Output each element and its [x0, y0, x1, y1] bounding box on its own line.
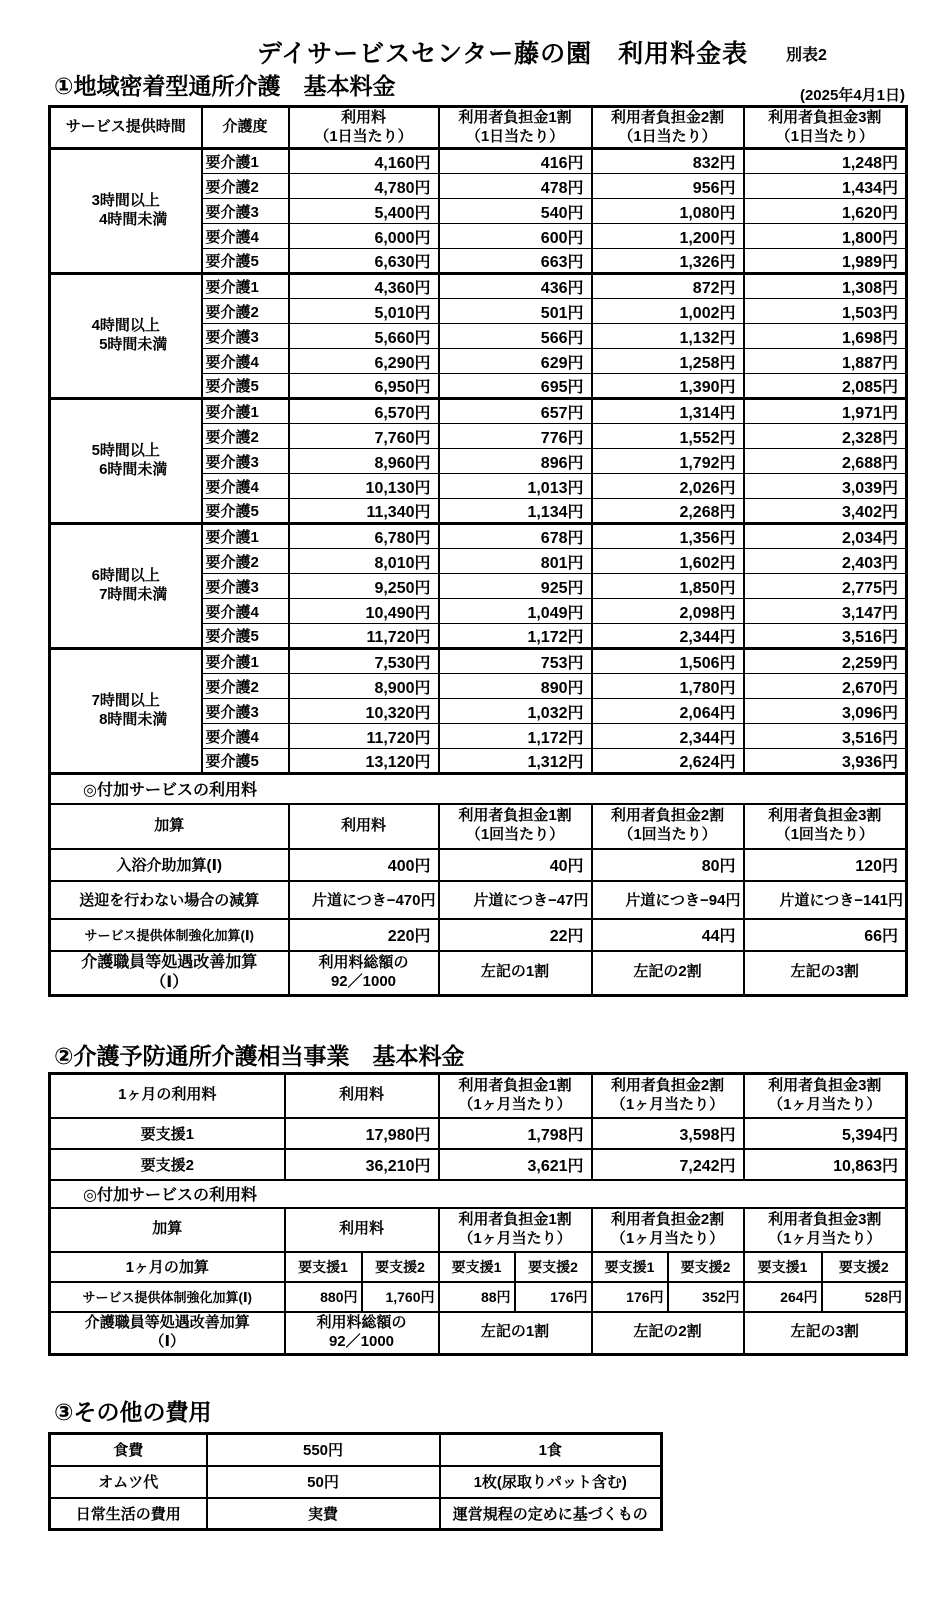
- burden1-cell: 629円: [439, 349, 592, 374]
- addon-burden3-cell: 片道につき−141円: [744, 881, 907, 919]
- care-level-cell: 要介護5: [202, 249, 289, 274]
- burden2-cell: 832円: [592, 149, 744, 174]
- time-slot-cell: 3時間以上 4時間未満: [50, 149, 202, 274]
- fee-cell: 6,950円: [289, 374, 439, 399]
- time-slot-cell: 5時間以上 6時間未満: [50, 399, 202, 524]
- burden2-cell: 1,002円: [592, 299, 744, 324]
- support-sub-header-cell: 要支援1: [439, 1252, 515, 1282]
- fee-cell: 4,360円: [289, 274, 439, 299]
- section2-heading: ②介護予防通所介護相当事業 基本料金: [54, 1043, 465, 1069]
- support-sub-header-cell: 要支援1: [744, 1252, 822, 1282]
- addon-col-header-kasan: 加算: [50, 1208, 285, 1252]
- other-unit-cell: 1枚(尿取りパット含む): [440, 1466, 662, 1498]
- addon-row: [50, 919, 907, 951]
- burden2-cell: 956円: [592, 174, 744, 199]
- section1-table: [48, 105, 908, 997]
- burden2-cell: 2,268円: [592, 499, 744, 524]
- addon-section-label: ◎付加サービスの利用料: [50, 774, 907, 804]
- care-level-cell: 要介護1: [202, 274, 289, 299]
- addon-fee-cell: 片道につき−470円: [289, 881, 439, 919]
- effective-date: (2025年4月1日): [799, 87, 905, 104]
- addon-burden1-cell: 片道につき−47円: [439, 881, 592, 919]
- burden3-cell: 1,800円: [744, 224, 907, 249]
- care-level-cell: 要介護3: [202, 199, 289, 224]
- monthly-burden3-cell: 10,863円: [744, 1149, 907, 1180]
- burden2-cell: 2,064円: [592, 699, 744, 724]
- burden2-cell: 1,850円: [592, 574, 744, 599]
- fee-cell: 6,570円: [289, 399, 439, 424]
- fee-cell: 11,340円: [289, 499, 439, 524]
- addon-burden1-cell: 22円: [439, 919, 592, 951]
- burden1-cell: 925円: [439, 574, 592, 599]
- fee-cell: 5,660円: [289, 324, 439, 349]
- burden1-cell: 540円: [439, 199, 592, 224]
- burden2-cell: 1,356円: [592, 524, 744, 549]
- strengthen-value-cell: 176円: [515, 1282, 592, 1312]
- other-cost-row: [50, 1466, 662, 1498]
- addon-section-label: ◎付加サービスの利用料: [50, 1180, 907, 1208]
- burden3-cell: 1,308円: [744, 274, 907, 299]
- burden3-cell: 1,620円: [744, 199, 907, 224]
- burden1-cell: 753円: [439, 649, 592, 674]
- section3-table-container: [48, 1432, 663, 1531]
- burden2-cell: 1,390円: [592, 374, 744, 399]
- fee-cell: 9,250円: [289, 574, 439, 599]
- section3-heading: ③その他の費用: [54, 1399, 212, 1425]
- care-level-cell: 要介護3: [202, 449, 289, 474]
- other-unit-cell: 1食: [440, 1434, 662, 1466]
- burden3-cell: 3,096円: [744, 699, 907, 724]
- addon-row: [50, 849, 907, 881]
- monthly-burden3-cell: 5,394円: [744, 1118, 907, 1149]
- addon-col-header-burden1: 利用者負担金1割 （1回当たり）: [439, 804, 592, 849]
- burden2-cell: 1,326円: [592, 249, 744, 274]
- header-row: [50, 107, 907, 149]
- col-header-care-level: 介護度: [202, 107, 289, 149]
- col-header-fee: 利用料: [285, 1074, 439, 1118]
- care-level-cell: 要介護2: [202, 424, 289, 449]
- burden1-cell: 1,049円: [439, 599, 592, 624]
- fee-row: [50, 274, 907, 299]
- fee-cell: 13,120円: [289, 749, 439, 774]
- addon-fee-cell: 利用料総額の 92／1000: [289, 951, 439, 996]
- fee-cell: 7,760円: [289, 424, 439, 449]
- care-level-cell: 要介護4: [202, 349, 289, 374]
- col-header-fee: 利用料 （1日当たり）: [289, 107, 439, 149]
- strengthen-value-cell: 88円: [439, 1282, 515, 1312]
- addon-section-row: [50, 1180, 907, 1208]
- burden1-cell: 600円: [439, 224, 592, 249]
- col-header-burden2: 利用者負担金2割 （1ヶ月当たり）: [592, 1074, 744, 1118]
- header-row: [50, 1074, 907, 1118]
- burden3-cell: 1,698円: [744, 324, 907, 349]
- addon-label-cell: サービス提供体制強化加算(Ⅰ): [50, 919, 289, 951]
- burden1-cell: 1,134円: [439, 499, 592, 524]
- burden1-cell: 801円: [439, 549, 592, 574]
- page-title: デイサービスセンター藤の園 利用料金表: [256, 40, 749, 68]
- care-level-cell: 要介護4: [202, 724, 289, 749]
- care-level-cell: 要介護3: [202, 574, 289, 599]
- improve-fee-cell: 利用料総額の 92／1000: [285, 1312, 439, 1355]
- burden2-cell: 2,026円: [592, 474, 744, 499]
- burden3-cell: 2,034円: [744, 524, 907, 549]
- col-header-burden2: 利用者負担金2割 （1日当たり）: [592, 107, 744, 149]
- addon-col-header-burden1: 利用者負担金1割 （1ヶ月当たり）: [439, 1208, 592, 1252]
- addon-burden2-cell: 80円: [592, 849, 744, 881]
- fee-cell: 6,630円: [289, 249, 439, 274]
- care-level-cell: 要介護4: [202, 599, 289, 624]
- addon-label-cell: 介護職員等処遇改善加算 （Ⅰ）: [50, 951, 289, 996]
- fee-cell: 8,010円: [289, 549, 439, 574]
- addon-col-header-burden2: 利用者負担金2割 （1回当たり）: [592, 804, 744, 849]
- improve-label-cell: 介護職員等処遇改善加算 （Ⅰ）: [50, 1312, 285, 1355]
- col-header-time: サービス提供時間: [50, 107, 202, 149]
- monthly-fee-cell: 17,980円: [285, 1118, 439, 1149]
- improve-row: [50, 1312, 907, 1355]
- other-unit-cell: 運営規程の定めに基づくもの: [440, 1498, 662, 1530]
- burden3-cell: 1,434円: [744, 174, 907, 199]
- addon-burden3-cell: 66円: [744, 919, 907, 951]
- care-level-cell: 要介護5: [202, 624, 289, 649]
- burden2-cell: 2,344円: [592, 624, 744, 649]
- addon-burden1-cell: 左記の1割: [439, 951, 592, 996]
- care-level-cell: 要介護1: [202, 399, 289, 424]
- burden2-cell: 1,552円: [592, 424, 744, 449]
- burden3-cell: 3,516円: [744, 624, 907, 649]
- addon-col-header-burden3: 利用者負担金3割 （1回当たり）: [744, 804, 907, 849]
- burden1-cell: 501円: [439, 299, 592, 324]
- col-header-burden3: 利用者負担金3割 （1日当たり）: [744, 107, 907, 149]
- section3-table: [48, 1432, 663, 1531]
- strengthen-value-cell: 176円: [592, 1282, 668, 1312]
- addon-burden3-cell: 120円: [744, 849, 907, 881]
- addon-label-cell: 送迎を行わない場合の減算: [50, 881, 289, 919]
- burden2-cell: 1,506円: [592, 649, 744, 674]
- addon-col-header-burden2: 利用者負担金2割 （1ヶ月当たり）: [592, 1208, 744, 1252]
- care-level-cell: 要介護4: [202, 224, 289, 249]
- addon-burden1-cell: 40円: [439, 849, 592, 881]
- care-level-cell: 要介護1: [202, 149, 289, 174]
- support-sub-header-cell: 要支援2: [668, 1252, 744, 1282]
- care-level-cell: 要介護3: [202, 699, 289, 724]
- time-slot-cell: 6時間以上 7時間未満: [50, 524, 202, 649]
- addon-row: [50, 951, 907, 996]
- burden2-cell: 1,258円: [592, 349, 744, 374]
- support-row: [50, 1149, 907, 1180]
- other-price-cell: 550円: [207, 1434, 440, 1466]
- care-level-cell: 要介護1: [202, 524, 289, 549]
- fee-cell: 10,130円: [289, 474, 439, 499]
- monthly-burden2-cell: 3,598円: [592, 1118, 744, 1149]
- monthly-fee-cell: 36,210円: [285, 1149, 439, 1180]
- strengthen-value-cell: 528円: [822, 1282, 907, 1312]
- burden1-cell: 1,172円: [439, 624, 592, 649]
- addon-header-row: [50, 1208, 907, 1252]
- section2-table: [48, 1072, 908, 1356]
- burden3-cell: 3,147円: [744, 599, 907, 624]
- improve-burden2-cell: 左記の2割: [592, 1312, 744, 1355]
- burden3-cell: 3,936円: [744, 749, 907, 774]
- fee-cell: 6,780円: [289, 524, 439, 549]
- burden1-cell: 678円: [439, 524, 592, 549]
- col-header-burden3: 利用者負担金3割 （1ヶ月当たり）: [744, 1074, 907, 1118]
- fee-cell: 6,290円: [289, 349, 439, 374]
- fee-row: [50, 524, 907, 549]
- strengthen-value-cell: 880円: [285, 1282, 362, 1312]
- care-level-cell: 要介護3: [202, 324, 289, 349]
- addon-col-header-kasan: 加算: [50, 804, 289, 849]
- fee-row: [50, 149, 907, 174]
- strengthen-label-cell: サービス提供体制強化加算(Ⅰ): [50, 1282, 285, 1312]
- other-price-cell: 実費: [207, 1498, 440, 1530]
- care-level-cell: 要介護5: [202, 374, 289, 399]
- addon-burden2-cell: 片道につき−94円: [592, 881, 744, 919]
- burden3-cell: 2,670円: [744, 674, 907, 699]
- burden2-cell: 1,080円: [592, 199, 744, 224]
- time-slot-cell: 7時間以上 8時間未満: [50, 649, 202, 774]
- burden3-cell: 2,328円: [744, 424, 907, 449]
- fee-cell: 6,000円: [289, 224, 439, 249]
- burden1-cell: 776円: [439, 424, 592, 449]
- strengthen-value-cell: 1,760円: [362, 1282, 439, 1312]
- support-sub-header-cell: 要支援1: [285, 1252, 362, 1282]
- addon-section-row: [50, 774, 907, 804]
- monthly-kasan-label-cell: 1ヶ月の加算: [50, 1252, 285, 1282]
- burden1-cell: 1,013円: [439, 474, 592, 499]
- section1-table-container: [48, 105, 908, 997]
- fee-cell: 4,780円: [289, 174, 439, 199]
- addon-subheader-row: [50, 1252, 907, 1282]
- burden2-cell: 1,780円: [592, 674, 744, 699]
- fee-cell: 5,010円: [289, 299, 439, 324]
- burden1-cell: 1,032円: [439, 699, 592, 724]
- fee-cell: 5,400円: [289, 199, 439, 224]
- burden3-cell: 2,775円: [744, 574, 907, 599]
- addon-col-header-fee: 利用料: [289, 804, 439, 849]
- addon-burden2-cell: 左記の2割: [592, 951, 744, 996]
- support-level-cell: 要支援2: [50, 1149, 285, 1180]
- care-level-cell: 要介護5: [202, 749, 289, 774]
- addon-label-cell: 入浴介助加算(Ⅰ): [50, 849, 289, 881]
- annex-label: 別表2: [786, 47, 827, 64]
- burden3-cell: 1,248円: [744, 149, 907, 174]
- fee-cell: 8,960円: [289, 449, 439, 474]
- addon-col-header-fee: 利用料: [285, 1208, 439, 1252]
- addon-fee-cell: 220円: [289, 919, 439, 951]
- burden2-cell: 1,602円: [592, 549, 744, 574]
- other-cost-row: [50, 1498, 662, 1530]
- monthly-burden2-cell: 7,242円: [592, 1149, 744, 1180]
- other-cost-row: [50, 1434, 662, 1466]
- burden2-cell: 872円: [592, 274, 744, 299]
- improve-burden3-cell: 左記の3割: [744, 1312, 907, 1355]
- care-level-cell: 要介護4: [202, 474, 289, 499]
- section1-heading: ①地域密着型通所介護 基本料金: [54, 73, 396, 99]
- fee-row: [50, 649, 907, 674]
- burden2-cell: 2,624円: [592, 749, 744, 774]
- burden1-cell: 436円: [439, 274, 592, 299]
- burden3-cell: 2,085円: [744, 374, 907, 399]
- burden2-cell: 1,132円: [592, 324, 744, 349]
- fee-cell: 11,720円: [289, 724, 439, 749]
- care-level-cell: 要介護2: [202, 674, 289, 699]
- burden3-cell: 2,688円: [744, 449, 907, 474]
- care-level-cell: 要介護2: [202, 174, 289, 199]
- strengthen-value-cell: 352円: [668, 1282, 744, 1312]
- burden2-cell: 2,098円: [592, 599, 744, 624]
- burden3-cell: 1,887円: [744, 349, 907, 374]
- burden3-cell: 1,971円: [744, 399, 907, 424]
- burden1-cell: 896円: [439, 449, 592, 474]
- addon-col-header-burden3: 利用者負担金3割 （1ヶ月当たり）: [744, 1208, 907, 1252]
- burden2-cell: 1,792円: [592, 449, 744, 474]
- addon-row: [50, 881, 907, 919]
- monthly-burden1-cell: 3,621円: [439, 1149, 592, 1180]
- burden3-cell: 3,402円: [744, 499, 907, 524]
- fee-cell: 8,900円: [289, 674, 439, 699]
- fee-cell: 10,320円: [289, 699, 439, 724]
- strengthen-value-cell: 264円: [744, 1282, 822, 1312]
- col-header-burden1: 利用者負担金1割 （1ヶ月当たり）: [439, 1074, 592, 1118]
- addon-header-row: [50, 804, 907, 849]
- addon-burden2-cell: 44円: [592, 919, 744, 951]
- burden1-cell: 1,172円: [439, 724, 592, 749]
- other-item-cell: 食費: [50, 1434, 207, 1466]
- other-item-cell: オムツ代: [50, 1466, 207, 1498]
- burden1-cell: 695円: [439, 374, 592, 399]
- support-sub-header-cell: 要支援2: [822, 1252, 907, 1282]
- fee-cell: 10,490円: [289, 599, 439, 624]
- time-slot-cell: 4時間以上 5時間未満: [50, 274, 202, 399]
- other-price-cell: 50円: [207, 1466, 440, 1498]
- col-header-burden1: 利用者負担金1割 （1日当たり）: [439, 107, 592, 149]
- burden3-cell: 3,516円: [744, 724, 907, 749]
- fee-cell: 4,160円: [289, 149, 439, 174]
- addon-fee-cell: 400円: [289, 849, 439, 881]
- burden3-cell: 2,403円: [744, 549, 907, 574]
- strengthen-row: [50, 1282, 907, 1312]
- addon-burden3-cell: 左記の3割: [744, 951, 907, 996]
- burden3-cell: 1,989円: [744, 249, 907, 274]
- care-level-cell: 要介護2: [202, 299, 289, 324]
- col-header-monthly: 1ヶ月の利用料: [50, 1074, 285, 1118]
- burden1-cell: 478円: [439, 174, 592, 199]
- support-sub-header-cell: 要支援1: [592, 1252, 668, 1282]
- burden1-cell: 890円: [439, 674, 592, 699]
- burden1-cell: 663円: [439, 249, 592, 274]
- care-level-cell: 要介護5: [202, 499, 289, 524]
- other-item-cell: 日常生活の費用: [50, 1498, 207, 1530]
- burden3-cell: 3,039円: [744, 474, 907, 499]
- support-sub-header-cell: 要支援2: [362, 1252, 439, 1282]
- improve-burden1-cell: 左記の1割: [439, 1312, 592, 1355]
- care-level-cell: 要介護1: [202, 649, 289, 674]
- support-level-cell: 要支援1: [50, 1118, 285, 1149]
- fee-cell: 7,530円: [289, 649, 439, 674]
- burden1-cell: 416円: [439, 149, 592, 174]
- support-row: [50, 1118, 907, 1149]
- burden3-cell: 2,259円: [744, 649, 907, 674]
- monthly-burden1-cell: 1,798円: [439, 1118, 592, 1149]
- burden2-cell: 2,344円: [592, 724, 744, 749]
- fee-row: [50, 399, 907, 424]
- burden2-cell: 1,200円: [592, 224, 744, 249]
- burden1-cell: 566円: [439, 324, 592, 349]
- burden1-cell: 657円: [439, 399, 592, 424]
- burden1-cell: 1,312円: [439, 749, 592, 774]
- burden2-cell: 1,314円: [592, 399, 744, 424]
- burden3-cell: 1,503円: [744, 299, 907, 324]
- fee-cell: 11,720円: [289, 624, 439, 649]
- section2-table-container: [48, 1072, 908, 1356]
- support-sub-header-cell: 要支援2: [515, 1252, 592, 1282]
- care-level-cell: 要介護2: [202, 549, 289, 574]
